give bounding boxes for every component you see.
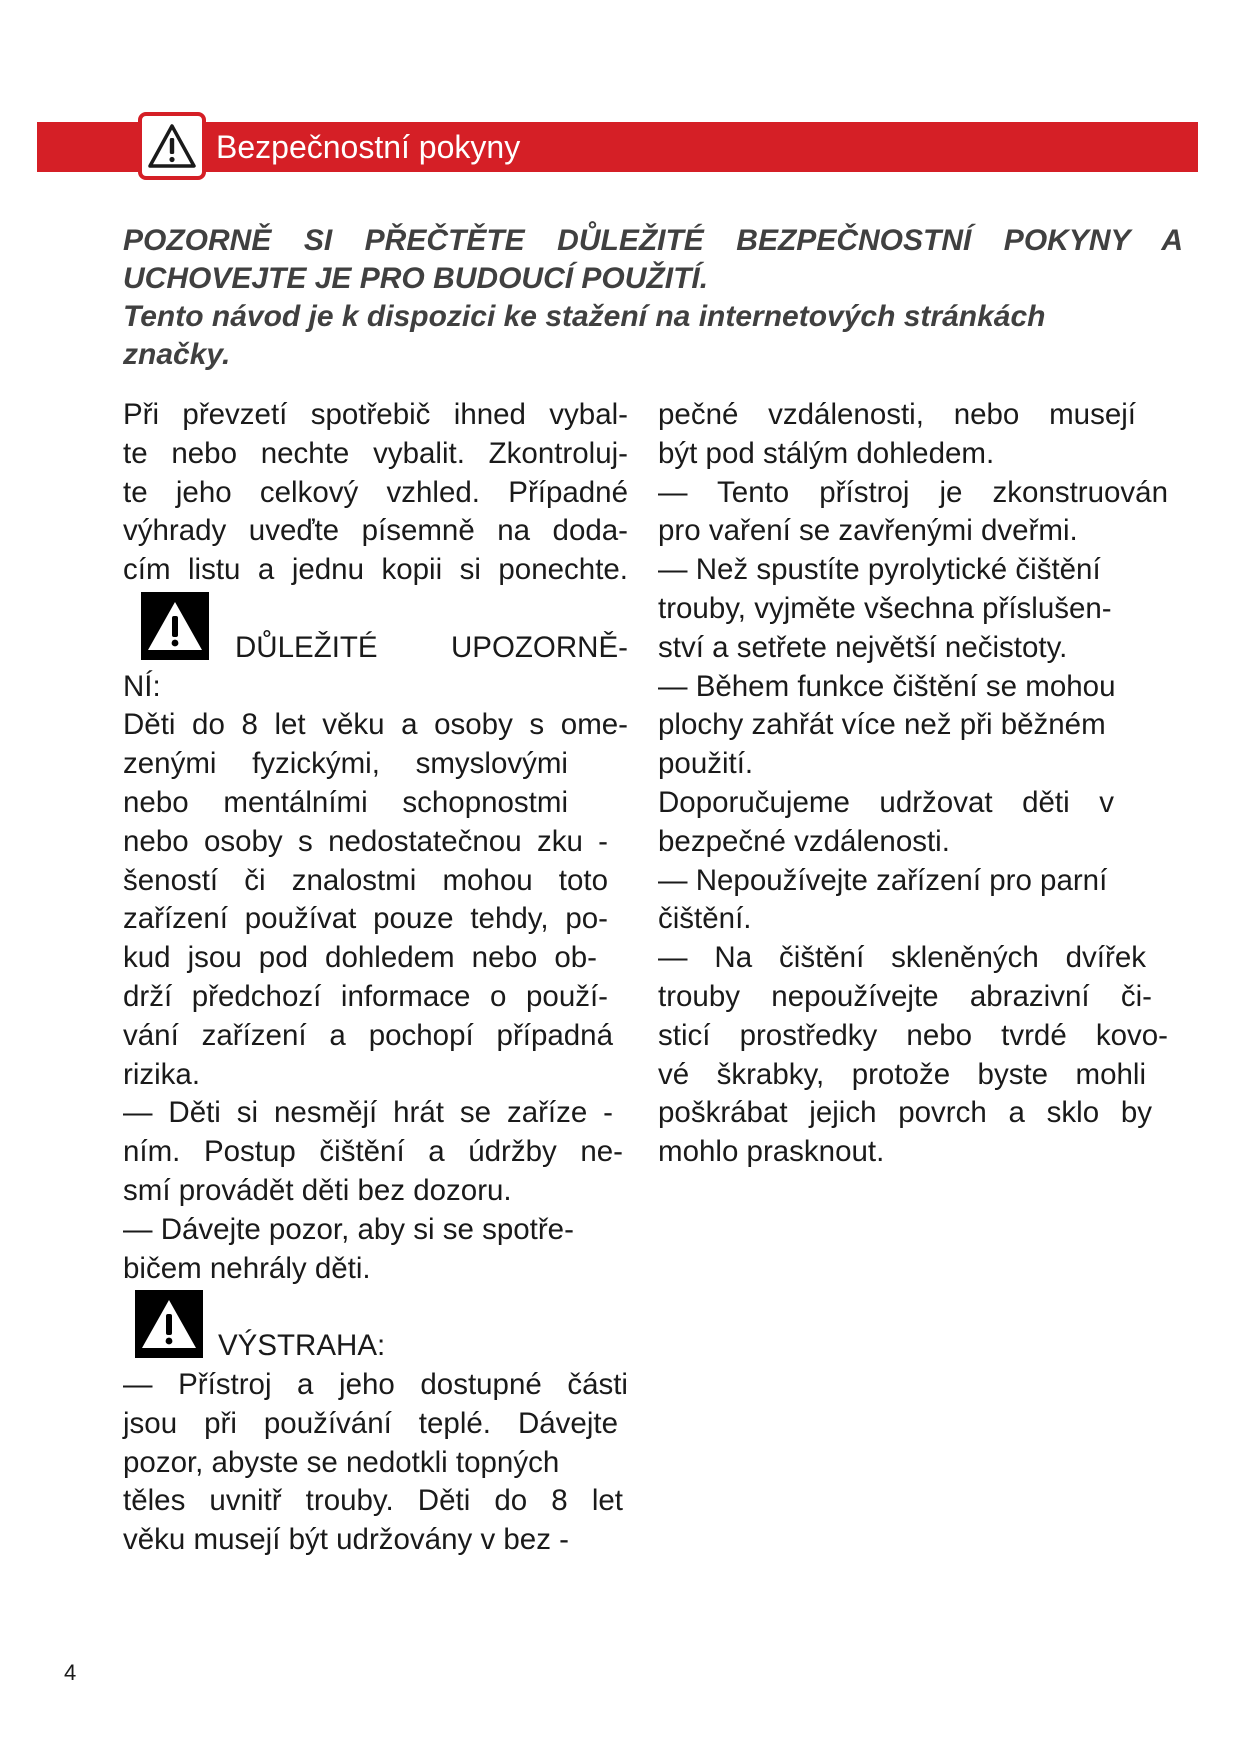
text-line: — Dávejte pozor, aby si se spotře- <box>123 1212 574 1246</box>
text-line: pozor, abyste se nedotkli topných <box>123 1445 560 1479</box>
page-title: Bezpečnostní pokyny <box>216 129 521 165</box>
text-line: nebo mentálními schopnostmi <box>123 785 568 819</box>
text-line: Při převzetí spotřebič ihned vybal- <box>123 398 628 431</box>
text-line: výhrady uveďte písemně na doda- <box>123 514 628 548</box>
text-line: jsou při používání teplé. Dávejte <box>123 1406 618 1440</box>
text-line: nebo osoby s nedostatečnou zku - <box>123 824 608 858</box>
text-line: te jeho celkový vzhled. Případné <box>123 475 628 509</box>
text-line: být pod stálým dohledem. <box>658 436 995 470</box>
text-line: smí provádět děti bez dozoru. <box>123 1173 512 1207</box>
intro-notice <box>123 222 1183 374</box>
text-line: čištění. <box>658 902 752 936</box>
page-number: 4 <box>64 1660 77 1685</box>
warning-icon <box>141 592 209 660</box>
text-line: vé škrabky, protože byste mohli <box>658 1057 1146 1091</box>
text-line: sticí prostředky nebo tvrdé kovo- <box>658 1018 1168 1052</box>
warning-label: DŮLEŽITÉ UPOZORNĚ- <box>235 630 628 664</box>
text-line: použití. <box>658 747 754 781</box>
text-line: těles uvnitř trouby. Děti do 8 let <box>123 1484 623 1518</box>
right-column <box>658 396 1168 1172</box>
text-line: drží předchozí informace o použí- <box>123 979 608 1013</box>
text-line: rizika. <box>123 1057 201 1091</box>
text-line: — Tento přístroj je zkonstruován <box>658 475 1168 509</box>
text-line: — Během funkce čištění se mohou <box>658 669 1116 703</box>
text-line: trouby, vyjměte všechna příslušen- <box>658 591 1112 625</box>
text-line: te nebo nechte vybalit. Zkontroluj- <box>123 436 628 470</box>
text-line: bezpečné vzdálenosti. <box>658 824 950 858</box>
text-line: vání zařízení a pochopí případná <box>123 1018 613 1052</box>
text-line: ství a setřete největší nečistoty. <box>658 630 1068 664</box>
text-line: — Přístroj a jeho dostupné části <box>123 1367 628 1401</box>
text-line: poškrábat jejich povrch a sklo by <box>658 1096 1152 1130</box>
text-line: věku musejí být udržovány v bez - <box>123 1523 569 1557</box>
text-line: ním. Postup čištění a údržby ne- <box>123 1135 623 1169</box>
text-line: bičem nehrály děti. <box>123 1251 371 1285</box>
left-column <box>123 396 628 1560</box>
text-line: — Na čištění skleněných dvířek <box>658 941 1146 975</box>
intro-line: Tento návod je k dispozici ke stažení na internetových stránkách <box>123 300 1046 333</box>
intro-line: značky. <box>123 338 231 371</box>
intro-line: POZORNĚ SI PŘEČTĚTE DŮLEŽITÉ BEZPEČNOSTNÍ POKYNY A <box>123 224 1183 257</box>
text-line: — Děti si nesmějí hrát se zaříze - <box>123 1096 613 1130</box>
text-line: šeností či znalostmi mohou toto <box>123 863 608 897</box>
text-line: pečné vzdálenosti, nebo musejí <box>658 398 1136 431</box>
caution-warning-heading <box>123 1288 628 1366</box>
text-line: Doporučujeme udržovat děti v <box>658 785 1114 819</box>
text-line: — Nepoužívejte zařízení pro parní <box>658 863 1108 897</box>
text-line: mohlo prasknout. <box>658 1135 885 1169</box>
text-line: Děti do 8 let věku a osoby s ome- <box>123 708 628 742</box>
text-line: cím listu a jednu kopii si ponechte. <box>123 553 628 587</box>
text-line: plochy zahřát více než při běžném <box>658 708 1106 742</box>
text-line: kud jsou pod dohledem nebo ob- <box>123 941 597 975</box>
text-line: trouby nepoužívejte abrazivní či- <box>658 979 1152 1013</box>
text-line: zařízení používat pouze tehdy, po- <box>123 902 608 936</box>
warning-label: VÝSTRAHA: <box>218 1329 386 1363</box>
intro-line: UCHOVEJTE JE PRO BUDOUCÍ POUŽITÍ. <box>123 262 709 295</box>
text-line: zenými fyzickými, smyslovými <box>123 747 568 781</box>
text-line: — Než spustíte pyrolytické čištění <box>658 553 1101 587</box>
warning-icon <box>135 1290 203 1358</box>
warning-triangle-icon <box>138 112 206 180</box>
text-line: pro vaření se zavřenými dveřmi. <box>658 514 1078 548</box>
header-banner <box>37 122 1198 172</box>
important-warning-heading <box>123 590 628 668</box>
text-line: NÍ: <box>123 669 161 703</box>
